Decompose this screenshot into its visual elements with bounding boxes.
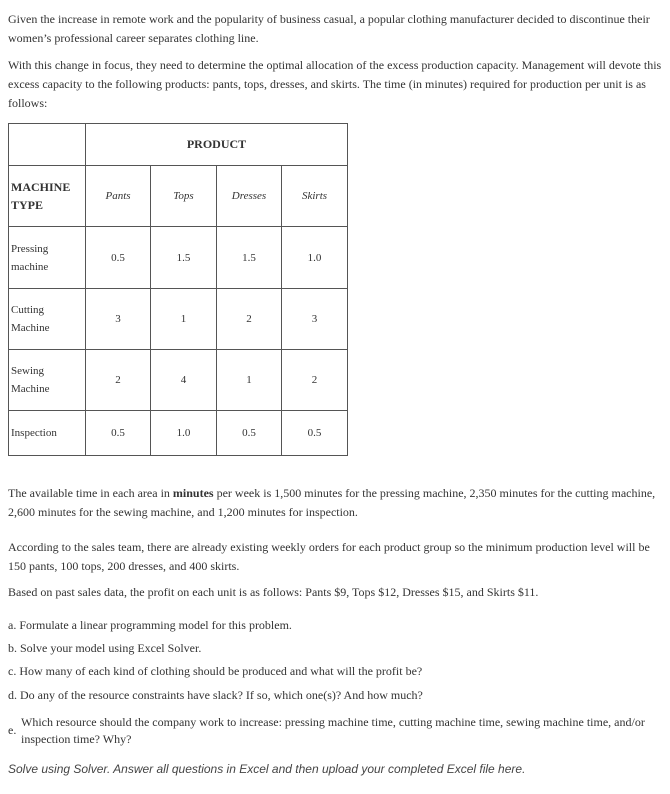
table-cell: 0.5: [86, 227, 151, 289]
row-label: Pressing machine: [9, 227, 86, 289]
table-cell: 1.5: [217, 227, 282, 289]
column-header-pants: Pants: [86, 166, 151, 227]
table-corner-cell: [9, 124, 86, 166]
question-e-text: Which resource should the company work to increase: pressing machine time, cutting machine time, sewing machine time, and/or inspection time? Why?: [21, 715, 645, 746]
table-cell: 1.0: [151, 411, 217, 456]
context-paragraph: With this change in focus, they need to determine the optimal allocation of the excess production capacity. Management will devote this excess capacity to the following products: pants, tops, dresses, and skirts. The time (in minutes) required for production per unit is as follows:: [8, 58, 662, 110]
row-label: Sewing Machine: [9, 350, 86, 411]
question-b: b. Solve your model using Excel Solver.: [8, 641, 202, 655]
table-row: [9, 227, 348, 289]
column-header-skirts: Skirts: [282, 166, 348, 227]
table-cell: 1.0: [282, 227, 348, 289]
table-cell: 4: [151, 350, 217, 411]
table-cell: 0.5: [217, 411, 282, 456]
question-d: d. Do any of the resource constraints have slack? If so, which one(s)? And how much?: [8, 688, 423, 702]
available-text-end: per week is 1,500 minutes for the pressing machine, 2,350 minutes for the cutting machine, 2,600 minutes for the sewing machine, and 1,200 minutes for inspection.: [8, 486, 656, 519]
table-row: [9, 411, 348, 456]
table-cell: 3: [282, 289, 348, 350]
table-cell: 0.5: [86, 411, 151, 456]
question-a: a. Formulate a linear programming model for this problem.: [8, 618, 292, 632]
available-text-start: The available time in each area in: [8, 486, 173, 500]
column-header-tops: Tops: [151, 166, 217, 227]
product-header: PRODUCT: [86, 124, 348, 166]
table-cell: 1.5: [151, 227, 217, 289]
profit-paragraph: Based on past sales data, the profit on each unit is as follows: Pants $9, Tops $12, Dresses $15, and Skirts $11.: [8, 585, 539, 599]
table-cell: 0.5: [282, 411, 348, 456]
table-cell: 2: [217, 289, 282, 350]
row-label: Inspection: [9, 411, 86, 456]
table-cell: 2: [282, 350, 348, 411]
question-c: c. How many of each kind of clothing should be produced and what will the profit be?: [8, 664, 423, 678]
row-label: Cutting Machine: [9, 289, 86, 350]
column-header-dresses: Dresses: [217, 166, 282, 227]
table-cell: 1: [151, 289, 217, 350]
production-time-table: [8, 123, 348, 456]
available-text-bold: minutes: [172, 486, 214, 500]
intro-paragraph: Given the increase in remote work and the popularity of business casual, a popular clothing manufacturer decided to discontinue their women’s professional career separates clothing line.: [8, 12, 650, 45]
machine-type-header: MACHINE TYPE: [9, 166, 86, 227]
table-cell: 1: [217, 350, 282, 411]
table-cell: 3: [86, 289, 151, 350]
table-cell: 2: [86, 350, 151, 411]
table-row: [9, 350, 348, 411]
final-instruction: Solve using Solver. Answer all questions in Excel and then upload your completed Excel file here.: [8, 762, 526, 776]
sales-paragraph: According to the sales team, there are already existing weekly orders for each product group so the minimum production level will be 150 pants, 100 tops, 200 dresses, and 400 skirts.: [8, 540, 650, 573]
table-row: [9, 289, 348, 350]
question-e: [8, 714, 662, 748]
available-time-paragraph: [8, 484, 662, 522]
question-e-marker: e.: [8, 723, 17, 737]
